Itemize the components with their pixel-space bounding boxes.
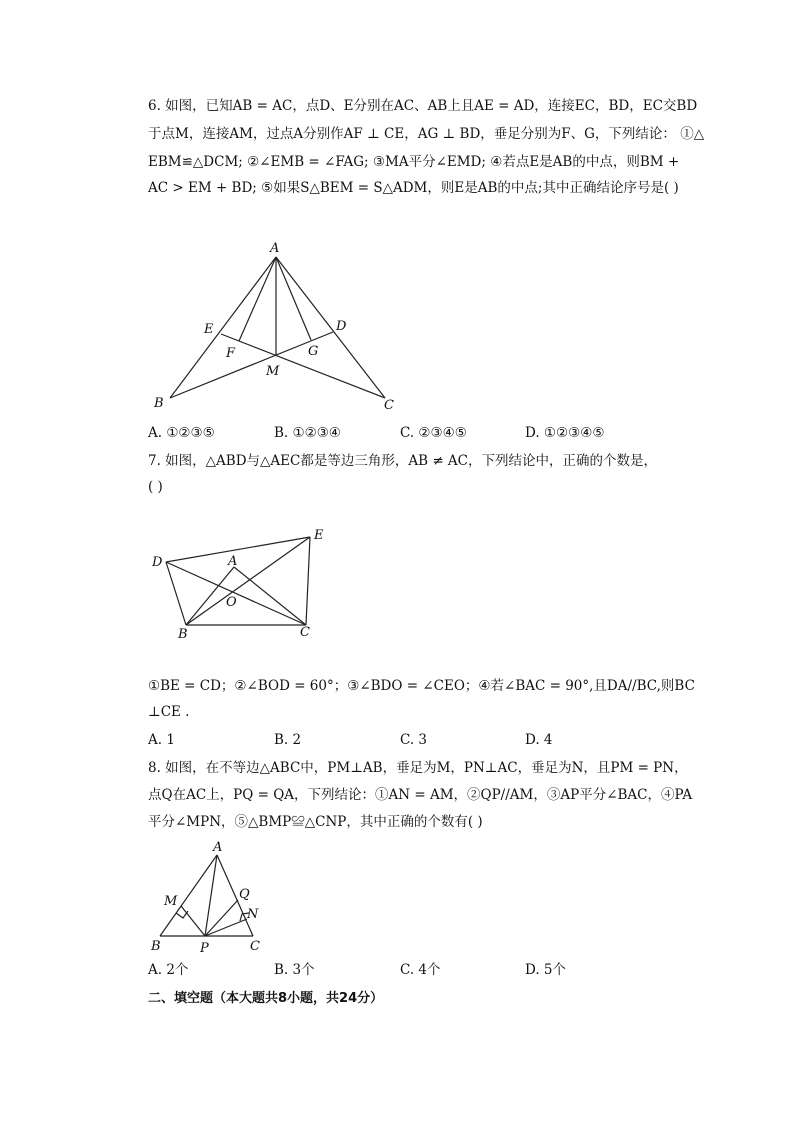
- q6-label-B: B: [154, 396, 164, 411]
- q6-label-A: A: [270, 241, 280, 256]
- q6-label-E: E: [204, 322, 214, 337]
- q7-label-A: A: [228, 554, 238, 569]
- q7-label-B: B: [178, 627, 188, 642]
- q8-line-2: 点Q在AC上，PQ = QA，下列结论：①AN = AM，②QP//AM，③AP平分∠BAC，④PA: [148, 787, 693, 803]
- q7-line-2: ( ): [148, 479, 163, 495]
- q8-right-angle-marks: [176, 911, 249, 921]
- q8-line-1: 8. 如图，在不等边△ABC中，PM⊥AB，垂足为M，PN⊥AC，垂足为N，且PM = PN，: [148, 760, 688, 776]
- q7-label-D: D: [152, 555, 163, 570]
- q8-label-P: P: [200, 941, 209, 956]
- q7-label-C: C: [300, 625, 310, 640]
- q6-option-c[interactable]: C. ②③④⑤: [400, 425, 467, 441]
- q8-label-M: M: [164, 894, 178, 909]
- q8-option-b[interactable]: B. 3个: [274, 962, 315, 978]
- q7-label-E: E: [314, 528, 324, 543]
- q7-option-a[interactable]: A. 1: [148, 732, 175, 748]
- q6-line-4: AC > EM + BD; ⑤如果S△BEM = S△ADM，则E是AB的中点;其中正确结论序号是( ): [148, 180, 679, 196]
- q8-label-B: B: [151, 939, 161, 954]
- q8-options: [148, 960, 668, 980]
- q7-option-c[interactable]: C. 3: [400, 732, 428, 748]
- q6-line-3: EBM≌△DCM; ②∠EMB = ∠FAG; ③MA平分∠EMD; ④若点E是AB的中点，则BM +: [148, 154, 680, 170]
- q6-label-G: G: [308, 344, 319, 359]
- q6-line-1: 6. 如图，已知AB = AC，点D、E分别在AC、AB上且AE = AD，连接EC，BD，EC交BD: [148, 98, 698, 114]
- q8-line-3: 平分∠MPN，⑤△BMP≌△CNP，其中正确的个数有( ): [148, 814, 483, 830]
- q6-label-F: F: [226, 346, 236, 361]
- q6-label-C: C: [384, 398, 394, 413]
- q8-label-A: A: [213, 840, 223, 855]
- q8-label-N: N: [247, 907, 259, 922]
- q7-option-d[interactable]: D. 4: [525, 732, 553, 748]
- q8-option-d[interactable]: D. 5个: [525, 962, 567, 978]
- q8-option-a[interactable]: A. 2个: [148, 962, 189, 978]
- q6-option-d[interactable]: D. ①②③④⑤: [525, 425, 605, 441]
- q8-label-Q: Q: [239, 887, 250, 902]
- q7-option-b[interactable]: B. 2: [274, 732, 302, 748]
- section-heading-fill-in: 二、填空题（本大题共8小题，共24分）: [148, 991, 384, 1006]
- q7-conclusions-line-2: ⊥CE .: [148, 704, 190, 720]
- q7-label-O: O: [226, 595, 237, 610]
- q8-label-C: C: [250, 939, 260, 954]
- q8-option-c[interactable]: C. 4个: [400, 962, 441, 978]
- q6-option-b[interactable]: B. ①②③④: [274, 425, 341, 441]
- q6-option-a[interactable]: A. ①②③⑤: [148, 425, 215, 441]
- q7-conclusions-line-1: ①BE = CD；②∠BOD = 60°；③∠BDO = ∠CEO；④若∠BAC = 90°,且DA//BC,则BC: [148, 678, 695, 694]
- q6-label-M: M: [266, 364, 280, 379]
- q6-line-2: 于点M，连接AM，过点A分别作AF ⊥ CE，AG ⊥ BD，垂足分别为F、G，下列结论： ①△: [148, 126, 705, 142]
- q6-label-D: D: [336, 319, 347, 334]
- q7-line-1: 7. 如图，△ABD与△AEC都是等边三角形，AB ≠ AC，下列结论中，正确的个数是，: [148, 453, 658, 469]
